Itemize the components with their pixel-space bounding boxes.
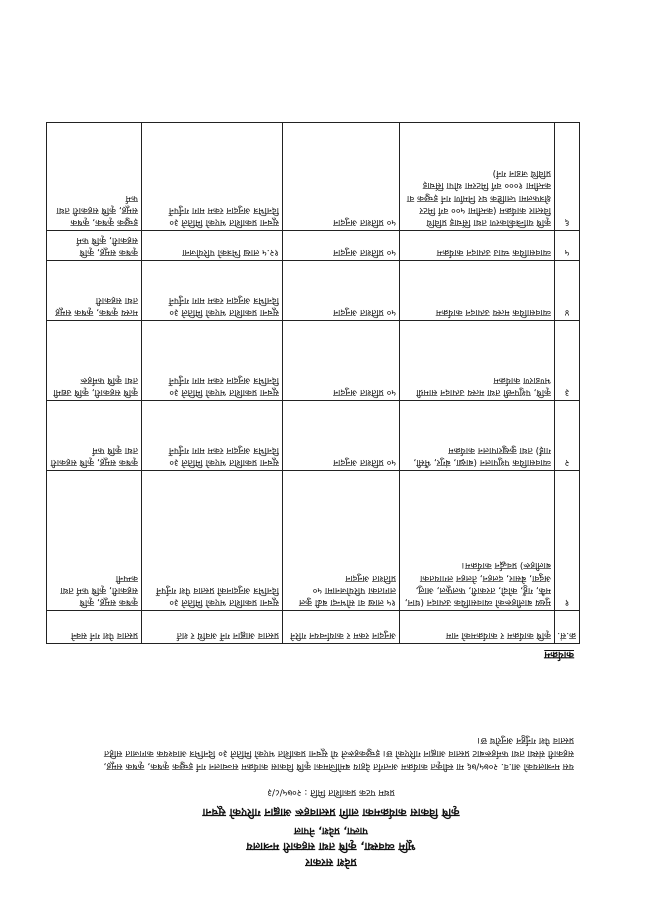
cell-program: व्यावसायिक पशुपालन (बाख्रा, बंगुर, भैंसी, गाई) तथा कुखुरापालन कार्यक्रम: [400, 401, 555, 471]
cell-condition: सूचना प्रकाशित भएको मितिले ३० दिनभित्र अनुदान रकम माग गर्नुपर्ने: [142, 261, 283, 321]
cell-sn: ४: [555, 261, 580, 321]
header-sn: क्र.सं.: [555, 611, 580, 644]
cell-applicant: कृषक समूह, कृषि सहकारी तथा कृषि फर्म: [47, 401, 142, 471]
table-row: [47, 321, 580, 401]
table-header-row: [47, 611, 580, 644]
cell-sn: १: [555, 471, 580, 611]
table-row: [47, 471, 580, 611]
cell-amount: १५ लाख वा सोभन्दा बढी कुल लागतका परियोजनामा ५० प्रतिशत अनुदान: [283, 471, 400, 611]
cell-program: कृषि यान्त्रिकीकरण तथा सिंचाइ प्रविधि विस्तार कार्यक्रम (कम्तीमा ५०० वर्ग मिटर क्षेत्रफलमा प्लाष्टिक घर निर्माण गर्न इच्छुक वा कम्तीमा १००० वर्ग मिटरमा थोपा सिंचाइ प्रविधि जडान गर्न): [400, 123, 555, 231]
cell-condition: १२.५ लाख भित्रको परियोजना: [142, 231, 283, 261]
cell-amount: ५० प्रतिशत अनुदान: [283, 321, 400, 401]
cell-program: मुख्य बालीहरूको व्यावसायिक उत्पादन (धान, मकै, गहुँ, कोदो, तरकारी, फलफूल, आलु, अदुवा, बेसार, दलहन, तेलहन लगायतका बालीहरू) प्रवर्द्धन कार्यक्रम।: [400, 471, 555, 611]
table-row: [47, 401, 580, 471]
header-program: कृषि कार्यक्रम र कार्यक्रमको नाम: [400, 611, 555, 644]
table-row: [47, 123, 580, 231]
cell-amount: ५० प्रतिशत अनुदान: [283, 123, 400, 231]
cell-program: व्यावसायिक मत्स्य उत्पादन कार्यक्रम: [400, 261, 555, 321]
cell-sn: ३: [555, 321, 580, 401]
cell-program: कृषि, पशुपन्छी तथा मत्स्य उत्पादन सामग्री भण्डारण कार्यक्रम: [400, 321, 555, 401]
header-applicant: प्रस्ताव पेश गर्न सक्ने: [47, 611, 142, 644]
intro-paragraph: यस मन्त्रालयको आ.व. २०७५/७६ मा स्वीकृत कार्यक्रम अन्तर्गत देहाय बमोजिमका कृषि विकास कार्यक्रम सञ्चालन गर्न इच्छुक कृषक, कृषक समूह, सहकारी संस्था तथा फर्महरूबाट प्रस्ताव आह्वान गरिएको छ। इच्छुकहरूले यो सूचना प्रकाशित भएको मितिले ३० दिनभित्र आवश्यक कागजात सहित प्रस्ताव पेश गर्नुहुन अनुरोध छ।: [103, 735, 574, 771]
publication-date: प्रथम पटक प्रकाशित मिति : २०७५/८/३: [267, 787, 395, 797]
program-table: [46, 122, 580, 644]
cell-condition: सूचना प्रकाशित भएको मितिले ३० दिनभित्र अनुदानको प्रस्ताव पेश गर्नुपर्ने: [142, 471, 283, 611]
cell-sn: २: [555, 401, 580, 471]
table-row: [47, 261, 580, 321]
header-address: पाल्पा, प्रदेश, नेपाल: [294, 825, 368, 836]
cell-condition: सूचना प्रकाशित भएको मितिले ३० दिनभित्र अनुदान रकम माग गर्नुपर्ने: [142, 321, 283, 401]
cell-applicant: कृषक समूह, कृषि सहकारी, कृषि फर्म: [47, 231, 142, 261]
section-subheading: कार्यक्रम: [544, 649, 574, 660]
cell-applicant: मत्स्य कृषक, कृषक समूह तथा सहकारी: [47, 261, 142, 321]
cell-applicant: इच्छुक कृषक, कृषक समूह, कृषि सहकारी तथा फर्म: [47, 123, 142, 231]
header-condition: प्रस्ताव आह्वान गर्ने अवधि र शर्त: [142, 611, 283, 644]
header-amount: अनुदान रकम र कार्यान्वयन गरिने: [283, 611, 400, 644]
notice-title: कृषि विकास कार्यक्रमका लागि प्रस्तावहरू आह्वान गरिएको सूचना: [202, 806, 460, 819]
cell-applicant: कृषि सहकारी, कृषि उद्यमी तथा कृषि फर्महरू: [47, 321, 142, 401]
table-row: [47, 231, 580, 261]
cell-amount: ५० प्रतिशत अनुदान: [283, 261, 400, 321]
cell-condition: सूचना प्रकाशित भएको मितिले ३० दिनभित्र अनुदान रकम माग गर्नुपर्ने: [142, 123, 283, 231]
cell-amount: ५० प्रतिशत अनुदान: [283, 401, 400, 471]
cell-condition: सूचना प्रकाशित भएको मितिले ३० दिनभित्र अनुदान रकम माग गर्नुपर्ने: [142, 401, 283, 471]
cell-sn: ६: [555, 123, 580, 231]
header-ministry: भूमि व्यवस्था, कृषि तथा सहकारी मन्त्रालय: [246, 840, 416, 853]
cell-program: व्यावसायिक च्याउ उत्पादन कार्यक्रम: [400, 231, 555, 261]
cell-sn: ५: [555, 231, 580, 261]
cell-applicant: कृषक समूह, कृषि सहकारी, कृषि फर्म तथा कम्पनी: [47, 471, 142, 611]
header-government: प्रदेश सरकार: [305, 856, 357, 869]
cell-amount: ५० प्रतिशत अनुदान: [283, 231, 400, 261]
